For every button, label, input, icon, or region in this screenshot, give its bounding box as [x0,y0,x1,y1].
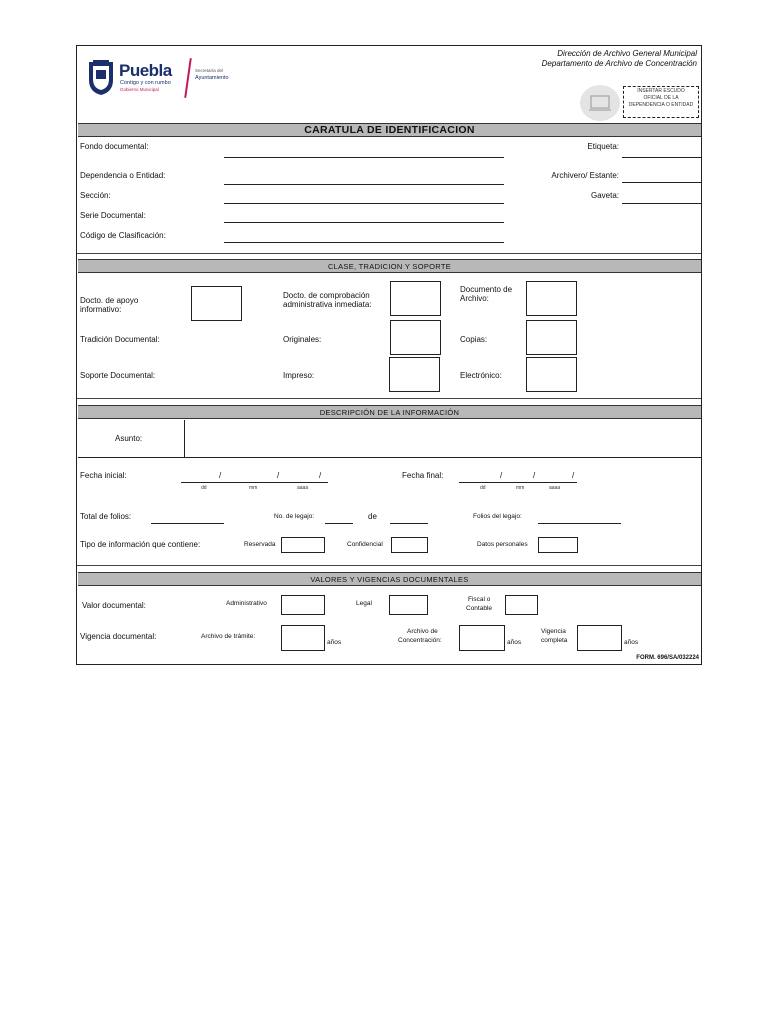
label-asunto: Asunto: [115,434,143,443]
label-vigencia-completa-2: completa [541,637,568,644]
logo-divider [184,58,192,98]
label-anios: años [327,639,342,646]
date-separator: / [277,471,280,480]
seal-note-3: DEPENDENCIA O ENTIDAD [628,102,694,108]
gaveta-field[interactable] [622,203,702,204]
reservada-box[interactable] [281,537,325,553]
label-anios: años [624,639,639,646]
label-anios: años [507,639,522,646]
label-fondo: Fondo documental: [80,142,149,151]
label-codigo: Código de Clasificación: [80,231,166,240]
archivo-concentracion-box[interactable] [459,625,505,651]
copias-box[interactable] [526,320,577,355]
vigencia-completa-box[interactable] [577,625,622,651]
label-originales: Originales: [283,335,322,344]
etiqueta-field[interactable] [622,157,702,158]
label-vigencia-completa-1: Vigencia [541,628,566,635]
codigo-field[interactable] [224,242,504,243]
label-docto-comprobacion-2: administrativa inmediata: [283,300,372,309]
label-reservada: Reservada [244,541,276,548]
serie-field[interactable] [224,222,504,223]
date-hint-mm: mm [249,485,258,491]
label-docto-apoyo-2: informativo: [80,305,122,314]
divider [77,565,701,566]
label-datos-personales: Datos personales [477,541,528,548]
date-separator: / [219,471,222,480]
label-archivo-conc-2: Concentración: [398,637,442,644]
seal-note-2: OFICIAL DE LA [643,95,679,101]
label-dependencia: Dependencia o Entidad: [80,171,166,180]
electronico-box[interactable] [526,357,577,392]
divider [77,398,701,399]
date-separator: / [500,471,503,480]
docto-apoyo-box[interactable] [191,286,242,321]
legajo-total-field[interactable] [390,523,428,524]
folios-legajo-field[interactable] [538,523,621,524]
label-impreso: Impreso: [283,371,315,380]
seal-icon [579,84,621,122]
label-etiqueta: Etiqueta: [587,142,619,151]
divider [77,253,701,254]
administrativo-box[interactable] [281,595,325,615]
label-fiscal-2: Contable [466,605,493,612]
section-heading-descripcion: DESCRIPCIÓN DE LA INFORMACIÓN [319,408,460,417]
impreso-box[interactable] [389,357,440,392]
label-electronico: Electrónico: [460,371,502,380]
label-valor: Valor documental: [82,601,146,610]
date-hint-mm: mm [516,485,525,491]
label-fecha-inicial: Fecha inicial: [80,471,127,480]
fecha-inicial-field[interactable] [181,482,328,483]
logo-brand: Puebla [119,61,172,80]
label-vigencia: Vigencia documental: [80,632,157,641]
section-bar-descripcion [78,405,701,419]
label-copias: Copias: [460,335,488,344]
label-gaveta: Gaveta: [590,191,619,200]
label-soporte: Soporte Documental: [80,371,156,380]
label-no-legajo: No. de legajo: [274,513,315,520]
date-hint-aaaa: aaaa [549,485,561,491]
section-bar-clase [78,259,701,273]
label-serie: Serie Documental: [80,211,146,220]
label-archivo-conc-1: Archivo de [407,628,438,635]
datos-personales-box[interactable] [538,537,578,553]
section-heading-clase: CLASE, TRADICION Y SOPORTE [327,262,452,271]
logo-ayuntamiento: Ayuntamiento [195,75,229,81]
seccion-field[interactable] [224,203,504,204]
logo-subtitle: Gobierno Municipal [120,87,159,92]
logo-tagline: Contigo y con rumbo [120,80,171,86]
no-legajo-field[interactable] [325,523,353,524]
org-line-1: Dirección de Archivo General Municipal [557,49,697,58]
logo-secretaria: Secretaría del [195,68,224,73]
label-docto-apoyo-1: Docto. de apoyo [80,296,139,305]
originales-box[interactable] [390,320,441,355]
puebla-logo [87,56,227,98]
label-seccion: Sección: [80,191,111,200]
label-archivero: Archivero/ Estante: [551,171,619,180]
page-title: CARATULA DE IDENTIFICACION [304,124,475,136]
fecha-final-field[interactable] [459,482,577,483]
label-confidencial: Confidencial [347,541,383,548]
fiscal-box[interactable] [505,595,538,615]
label-documento-archivo-1: Documento de [460,285,513,294]
city-shield-icon [87,58,115,96]
dependencia-field[interactable] [224,184,504,185]
seal-placeholder-box [623,86,699,118]
identification-form [76,45,702,665]
label-archivo-tramite: Archivo de trámite: [201,633,256,640]
label-administrativo: Administrativo [226,600,267,607]
label-documento-archivo-2: Archivo: [460,294,489,303]
docto-comprobacion-box[interactable] [390,281,441,316]
total-folios-field[interactable] [151,523,224,524]
date-separator: / [533,471,536,480]
legal-box[interactable] [389,595,428,615]
date-separator: / [572,471,575,480]
label-folios-legajo: Folios del legajo: [473,513,522,520]
date-hint-dd: dd [480,485,486,491]
archivo-tramite-box[interactable] [281,625,325,651]
org-line-2: Departamento de Archivo de Concentración [541,59,697,68]
date-hint-aaaa: aaaa [297,485,309,491]
label-legal: Legal [356,600,372,607]
date-hint-dd: dd [201,485,207,491]
asunto-field[interactable] [185,421,701,456]
label-docto-comprobacion-1: Docto. de comprobación [283,291,370,300]
seal-note-1: INSERTAR ESCUDO [637,88,685,94]
confidencial-box[interactable] [391,537,428,553]
section-heading-valores: VALORES Y VIGENCIAS DOCUMENTALES [310,575,469,584]
fondo-field[interactable] [224,157,504,158]
label-fecha-final: Fecha final: [402,471,444,480]
label-tradicion: Tradición Documental: [80,335,160,344]
label-fiscal-1: Fiscal o [468,596,491,603]
label-tipo-info: Tipo de información que contiene: [80,540,201,549]
date-separator: / [319,471,322,480]
title-bar [78,123,701,137]
form-code: FORM. 696/SA/032224 [636,655,699,661]
label-de: de [368,512,377,521]
section-bar-valores [78,572,701,586]
documento-archivo-box[interactable] [526,281,577,316]
label-total-folios: Total de folios: [80,512,132,521]
archivero-field[interactable] [622,182,702,183]
